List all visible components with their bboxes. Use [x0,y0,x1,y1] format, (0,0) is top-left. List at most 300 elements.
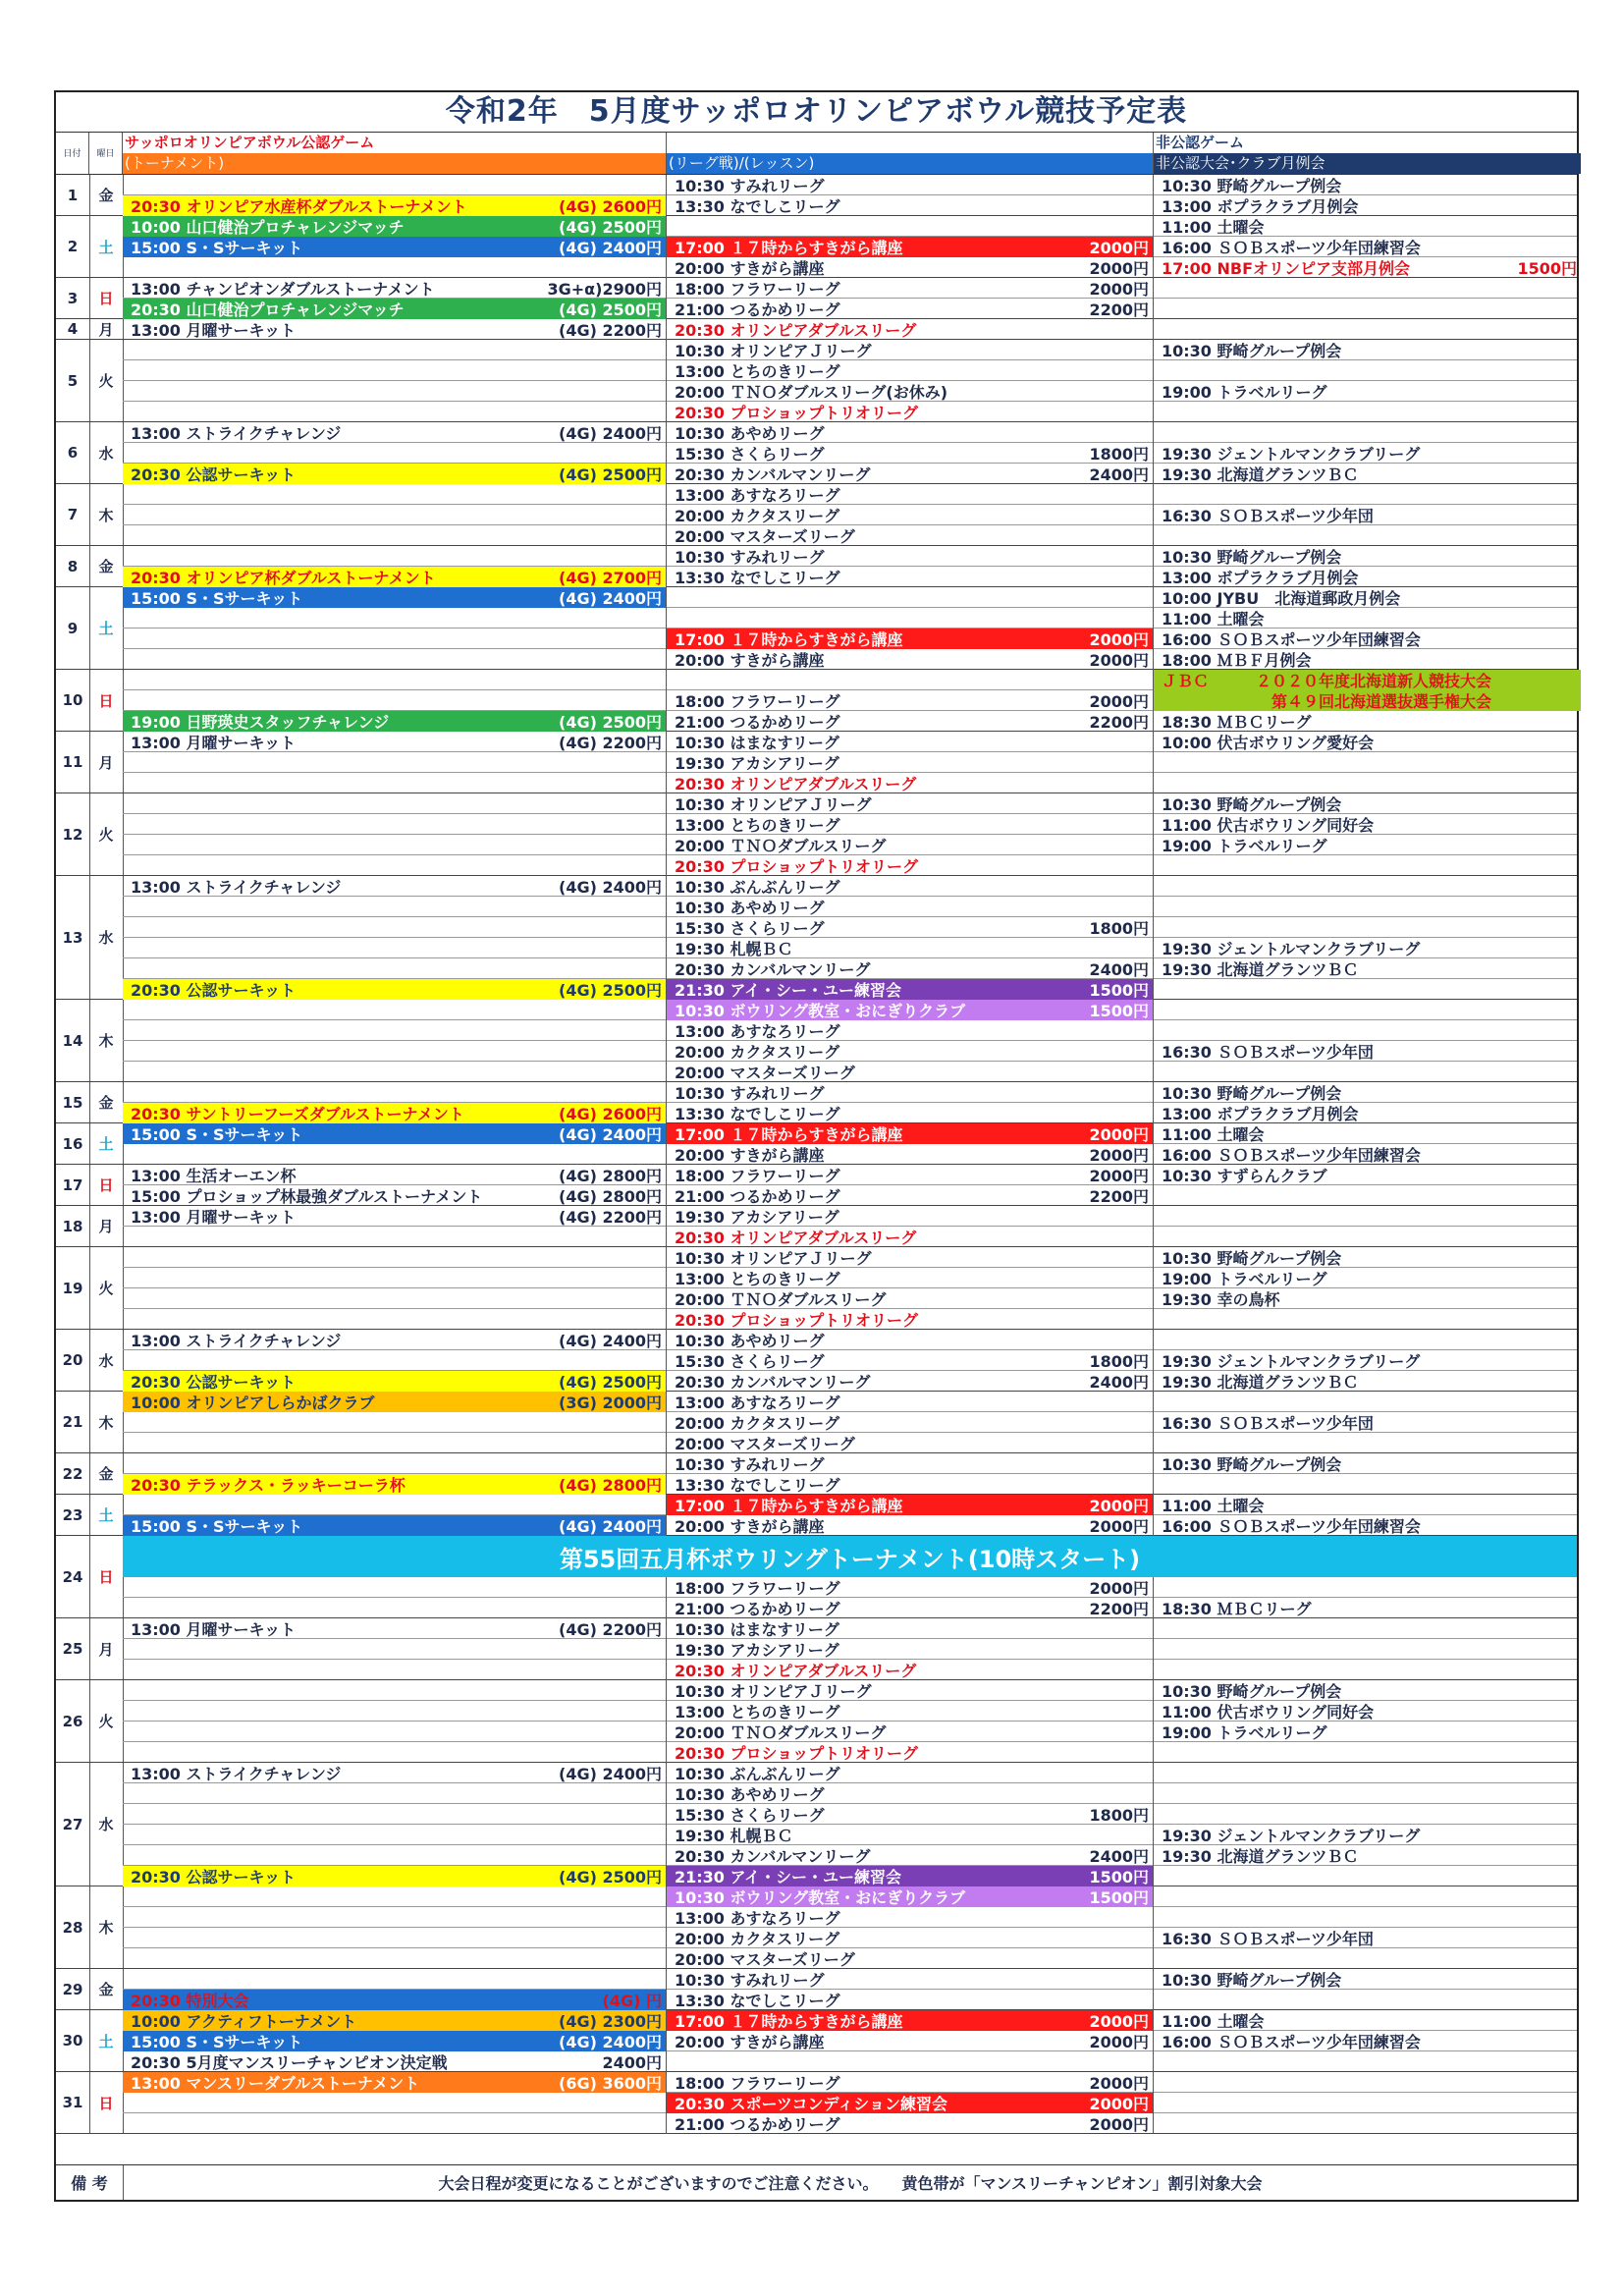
event-name: 10:00 オリンピアしらかばクラブ [131,1394,375,1412]
event-name: 10:30 野崎グループ例会 [1162,1084,1342,1103]
official-event [123,1206,667,1227]
club-event [1154,1082,1581,1103]
header-league-sub: (リーグ戦)/(レッスン) [667,153,1153,174]
event-name: 16:30 ＳＯＢスポーツ少年団 [1162,1414,1374,1433]
official-event [123,979,667,1000]
club-event [1154,773,1581,793]
event-name: 20:00 すきがら講座 [675,1517,825,1536]
league-event [667,319,1154,340]
club-event [1154,1928,1581,1948]
event-fee: 1500円 [1089,1868,1149,1886]
official-event [123,1742,667,1763]
club-event [1154,1680,1581,1701]
club-event [1154,1020,1581,1041]
weekday: 火 [89,793,124,875]
weekday: 土 [89,1123,124,1164]
event-name: 20:00 カクタスリーグ [675,507,840,525]
day-number: 24 [56,1536,90,1617]
day-number: 12 [56,793,90,875]
event-fee: (4G) 2500円 [559,1868,662,1886]
event-name: 15:30 さくらリーグ [675,445,825,464]
official-event [123,690,667,711]
day-number: 22 [56,1453,90,1494]
official-event [123,1185,667,1206]
event-fee: 1500円 [1089,1002,1149,1020]
event-name: 16:00 ＳＯＢスポーツ少年団練習会 [1162,2033,1421,2051]
league-event [667,484,1154,505]
day-number: 25 [56,1618,90,1679]
event-name: 第４９回北海道選抜選手権大会 [1162,692,1492,711]
league-event [667,1020,1154,1041]
league-event [667,567,1154,587]
official-event [123,381,667,402]
weekday: 月 [89,319,124,339]
league-event [667,1247,1154,1268]
league-event [667,1701,1154,1722]
weekday: 金 [89,546,124,586]
league-event [667,1206,1154,1227]
weekday: 土 [89,587,124,669]
weekday: 月 [89,1206,124,1246]
event-fee: (4G) 2200円 [559,1208,662,1227]
official-event [123,1660,667,1680]
league-event [667,1845,1154,1866]
official-event [123,2051,667,2072]
weekday: 金 [89,175,124,215]
official-event [123,360,667,381]
weekday: 日 [89,1536,124,1617]
official-event [123,1680,667,1701]
weekday: 木 [89,1886,124,1968]
official-event [123,608,667,629]
official-event [123,1020,667,1041]
event-name: 19:30 ジェントルマンクラブリーグ [1162,1352,1421,1371]
event-fee: 1800円 [1089,919,1149,938]
day-number: 14 [56,1000,90,1081]
day-number: 2 [56,216,90,277]
day-row [56,1165,1577,1206]
event-fee: (4G) 2400円 [559,589,662,608]
event-fee: 2400円 [602,2053,662,2072]
event-name: 10:30 あやめリーグ [675,424,825,443]
event-fee: 2200円 [1089,1187,1149,1206]
league-event [667,958,1154,979]
event-fee: 1800円 [1089,1352,1149,1371]
official-event [123,1722,667,1742]
league-event [667,381,1154,402]
event-fee: 2000円 [1089,2012,1149,2031]
event-name: 13:30 なでしこリーグ [675,1105,840,1123]
event-fee: (4G) 2400円 [559,878,662,897]
weekday: 火 [89,1247,124,1329]
league-event [667,1330,1154,1350]
weekday: 金 [89,1453,124,1494]
club-event [1154,752,1581,773]
league-event [667,1680,1154,1701]
official-event [123,319,667,340]
event-name: 10:30 はまなすリーグ [675,1620,839,1639]
club-event [1154,443,1581,464]
event-name: 20:30 公認サーキット [131,981,297,1000]
league-event [667,1886,1154,1907]
event-name: 20:00 マスターズリーグ [675,1435,855,1453]
event-name: 10:30 ボウリング教室・おにぎりクラブ [675,1888,966,1907]
weekday: 金 [89,1969,124,2009]
event-name: 17:00 NBFオリンピア支部月例会 [1162,259,1411,278]
event-name: 13:00 ストライクチャレンジ [131,878,342,897]
event-fee: 1800円 [1089,445,1149,464]
day-row [56,1330,1577,1392]
league-event [667,464,1154,484]
event-name: 20:30 オリンピアダブルスリーグ [675,321,917,340]
event-name: 16:30 ＳＯＢスポーツ少年団 [1162,507,1374,525]
event-name: 21:00 つるかめリーグ [675,713,840,732]
club-event [1154,1990,1581,2010]
club-event [1154,1742,1581,1763]
official-event [123,793,667,814]
event-name: 11:00 土曜会 [1162,610,1265,629]
event-fee: (3G) 2000円 [559,1394,662,1412]
event-fee: (4G) 2800円 [559,1167,662,1185]
league-event [667,1515,1154,1536]
club-event [1154,2093,1581,2113]
event-name: 20:30 サントリーフーズダブルストーナメント [131,1105,464,1123]
league-event [667,1660,1154,1680]
club-event [1154,216,1581,237]
day-number: 16 [56,1123,90,1164]
official-event [123,1618,667,1639]
event-name: 18:00 フラワーリーグ [675,2074,840,2093]
event-name: 18:30 ＭＢＣリーグ [1162,1600,1312,1618]
event-fee: (4G) 2400円 [559,1332,662,1350]
event-fee: (4G) 2700円 [559,569,662,587]
official-event [123,2113,667,2134]
league-event [667,670,1154,690]
club-event [1154,237,1581,257]
event-name: 19:00 トラベルリーグ [1162,837,1327,855]
event-name: 10:30 野崎グループ例会 [1162,795,1342,814]
event-name: 13:00 とちのきリーグ [675,1703,840,1722]
official-event [123,175,667,195]
day-row [56,1536,1577,1618]
event-name: 19:30 北海道グランツＢＣ [1162,1847,1359,1866]
day-number: 11 [56,732,90,793]
event-fee: 1800円 [1089,1806,1149,1825]
event-name: 13:30 なでしこリーグ [675,1476,840,1495]
event-name: 10:30 すみれリーグ [675,177,825,195]
event-name: 13:00 あすなろリーグ [675,1909,840,1928]
day-row [56,1495,1577,1536]
official-event [123,1412,667,1433]
official-event [123,1495,667,1515]
club-event [1154,464,1581,484]
club-event [1154,897,1581,917]
official-event [123,1433,667,1453]
event-name: 10:30 ぶんぶんリーグ [675,1765,840,1783]
weekday: 月 [89,732,124,793]
event-fee: 2000円 [1089,2074,1149,2093]
day-number: 6 [56,422,90,483]
club-event [1154,649,1581,670]
club-event [1154,1948,1581,1969]
event-name: 19:30 ジェントルマンクラブリーグ [1162,1827,1421,1845]
event-name: 11:00 土曜会 [1162,2012,1265,2031]
official-event [123,484,667,505]
day-row [56,1969,1577,2010]
event-fee: 1500円 [1517,259,1577,278]
club-event [1154,1412,1581,1433]
league-event [667,1639,1154,1660]
event-name: 19:30 アカシアリーグ [675,1641,839,1660]
official-event [123,257,667,278]
event-name: 21:00 つるかめリーグ [675,301,840,319]
event-name: 20:30 オリンピアダブルスリーグ [675,1229,917,1247]
event-name: 20:30 オリンピアダブルスリーグ [675,775,917,793]
event-fee: (4G) 2200円 [559,321,662,340]
official-event [123,1969,667,1990]
day-number: 9 [56,587,90,669]
league-event [667,855,1154,876]
event-name: 21:00 つるかめリーグ [675,1187,840,1206]
league-event [667,608,1154,629]
day-number: 18 [56,1206,90,1246]
league-event [667,732,1154,752]
event-fee: 2000円 [1089,1579,1149,1598]
league-event [667,1144,1154,1165]
event-fee: 2200円 [1089,1600,1149,1618]
league-event [667,2072,1154,2093]
league-event [667,1000,1154,1020]
event-name: 15:30 さくらリーグ [675,919,825,938]
event-name: 13:30 なでしこリーグ [675,197,840,216]
event-fee: 2000円 [1089,259,1149,278]
event-name: 16:00 ＳＯＢスポーツ少年団練習会 [1162,630,1421,649]
day-row [56,1680,1577,1763]
league-event [667,525,1154,546]
event-name: 20:00 すきがら講座 [675,651,825,670]
event-name: 20:00 すきがら講座 [675,2033,825,2051]
club-event [1154,1453,1581,1474]
event-name: 13:00 ボプラクラブ月例会 [1162,197,1359,216]
official-event [123,897,667,917]
club-event [1154,1866,1581,1886]
club-event [1154,1371,1581,1392]
club-event [1154,1618,1581,1639]
event-name: 10:30 野崎グループ例会 [1162,342,1342,360]
official-event [123,732,667,752]
event-fee: 2000円 [1089,1125,1149,1144]
event-name: 20:30 テラックス・ラッキーコーラ杯 [131,1476,406,1495]
official-event [123,1804,667,1825]
league-event [667,1742,1154,1763]
event-name: 20:00 ＴＮＯダブルスリーグ(お休み) [675,383,948,402]
day-row [56,546,1577,587]
official-event [123,340,667,360]
club-event [1154,1495,1581,1515]
day-row [56,1247,1577,1330]
club-event [1154,1474,1581,1495]
event-fee: (4G) 2500円 [559,981,662,1000]
day-number: 15 [56,1082,90,1122]
event-name: 20:00 マスターズリーグ [675,1950,855,1969]
event-name: 13:00 チャンピオンダブルストーナメント [131,280,435,299]
club-event [1154,195,1581,216]
club-event [1154,1309,1581,1330]
league-event [667,1350,1154,1371]
event-fee: 2400円 [1089,465,1149,484]
event-name: 13:30 なでしこリーグ [675,569,840,587]
event-name: 15:00 S・Sサーキット [131,589,303,608]
event-name: 19:00 トラベルリーグ [1162,1270,1327,1288]
league-event [667,257,1154,278]
event-name: 10:30 ぶんぶんリーグ [675,878,840,897]
club-event [1154,1886,1581,1907]
club-event [1154,1825,1581,1845]
event-name: 20:00 カクタスリーグ [675,1043,840,1062]
event-name: 19:00 日野瑛史スタッフチャレンジ [131,713,390,732]
official-event [123,1123,667,1144]
club-event [1154,1123,1581,1144]
official-event [123,1639,667,1660]
club-event [1154,629,1581,649]
league-event [667,1433,1154,1453]
event-name: 13:00 とちのきリーグ [675,816,840,835]
event-name: 19:30 北海道グランツＢＣ [1162,1373,1359,1392]
event-name: 20:00 すきがら講座 [675,1146,825,1165]
event-fee: (4G) 2600円 [559,1105,662,1123]
event-name: 15:30 さくらリーグ [675,1352,825,1371]
event-name: 10:30 野崎グループ例会 [1162,177,1342,195]
event-name: 13:00 マンスリーダブルストーナメント [131,2074,420,2093]
club-event [1154,1433,1581,1453]
day-number: 17 [56,1165,90,1205]
remarks-row [56,2164,1577,2200]
league-event [667,1618,1154,1639]
official-event [123,917,667,938]
official-event [123,1845,667,1866]
event-name: 13:00 月曜サーキット [131,1620,297,1639]
event-name: 20:30 オリンピアダブルスリーグ [675,1662,917,1680]
league-event [667,1185,1154,1206]
event-name: 19:30 ジェントルマンクラブリーグ [1162,940,1421,958]
event-fee: (4G) 2800円 [559,1187,662,1206]
league-event [667,1907,1154,1928]
club-event [1154,2113,1581,2134]
schedule-grid [56,175,1577,2169]
official-event [123,711,667,732]
club-event [1154,1185,1581,1206]
event-name: 17:00 １７時からすきがら講座 [675,630,903,649]
club-event [1154,1062,1581,1082]
event-fee: 2200円 [1089,713,1149,732]
event-name: 20:00 マスターズリーグ [675,527,855,546]
event-name: 18:00 フラワーリーグ [675,1167,840,1185]
league-event [667,299,1154,319]
event-fee: (4G) 2400円 [559,1765,662,1783]
weekday: 月 [89,1618,124,1679]
club-event [1154,381,1581,402]
event-name: 13:00 あすなろリーグ [675,486,840,505]
official-event [123,1928,667,1948]
event-fee: (4G) 2500円 [559,1373,662,1392]
official-event [123,1227,667,1247]
header-day: 日付 [56,133,89,174]
club-event [1154,814,1581,835]
event-fee: 2000円 [1089,2095,1149,2113]
official-event [123,1000,667,1020]
league-event [667,1577,1154,1598]
event-name: 19:30 ジェントルマンクラブリーグ [1162,445,1421,464]
day-number: 27 [56,1763,90,1886]
event-name: 19:30 北海道グランツＢＣ [1162,465,1359,484]
day-row [56,793,1577,876]
club-event [1154,711,1581,732]
league-event [667,175,1154,195]
league-event [667,793,1154,814]
event-name: 15:00 S・Sサーキット [131,1125,303,1144]
club-event [1154,567,1581,587]
league-event [667,1412,1154,1433]
day-row [56,587,1577,670]
official-event [123,278,667,299]
event-fee: 2000円 [1089,239,1149,257]
league-event [667,422,1154,443]
event-name: 13:00 ストライクチャレンジ [131,424,342,443]
day-row [56,2010,1577,2072]
day-row [56,1763,1577,1886]
event-fee: 2000円 [1089,2115,1149,2134]
event-name: 19:30 北海道グランツＢＣ [1162,960,1359,979]
event-name: 10:30 野崎グループ例会 [1162,1971,1342,1990]
table-header [56,133,1577,175]
official-event [123,629,667,649]
club-event [1154,1969,1581,1990]
club-event [1154,2051,1581,2072]
official-event [123,2010,667,2031]
day-number: 20 [56,1330,90,1391]
official-event [123,1453,667,1474]
club-event [1154,299,1581,319]
league-event [667,1227,1154,1247]
event-fee: (4G) 2400円 [559,2033,662,2051]
official-event [123,1165,667,1185]
day-row [56,1886,1577,1969]
event-fee: (4G) 2500円 [559,465,662,484]
event-name: 18:00 フラワーリーグ [675,280,840,299]
event-name: 18:30 ＭＢＣリーグ [1162,713,1312,732]
official-event [123,546,667,567]
official-event [123,876,667,897]
event-name: 10:00 JYBU 北海道郵政月例会 [1162,589,1401,608]
official-event [123,1515,667,1536]
league-event [667,917,1154,938]
official-event [123,1392,667,1412]
event-fee: (4G) 2500円 [559,218,662,237]
event-name: 10:30 すみれリーグ [675,1971,825,1990]
event-name: 20:30 オリンピア水産杯ダブルストーナメント [131,197,467,216]
weekday: 水 [89,876,124,999]
header-official-sub: (トーナメント) [123,153,666,174]
official-event [123,1866,667,1886]
day-number: 21 [56,1392,90,1452]
day-row [56,484,1577,546]
league-event [667,1453,1154,1474]
event-name: 13:00 とちのきリーグ [675,362,840,381]
club-event [1154,1639,1581,1660]
weekday: 木 [89,1392,124,1452]
club-event [1154,979,1581,1000]
league-event [667,1268,1154,1288]
